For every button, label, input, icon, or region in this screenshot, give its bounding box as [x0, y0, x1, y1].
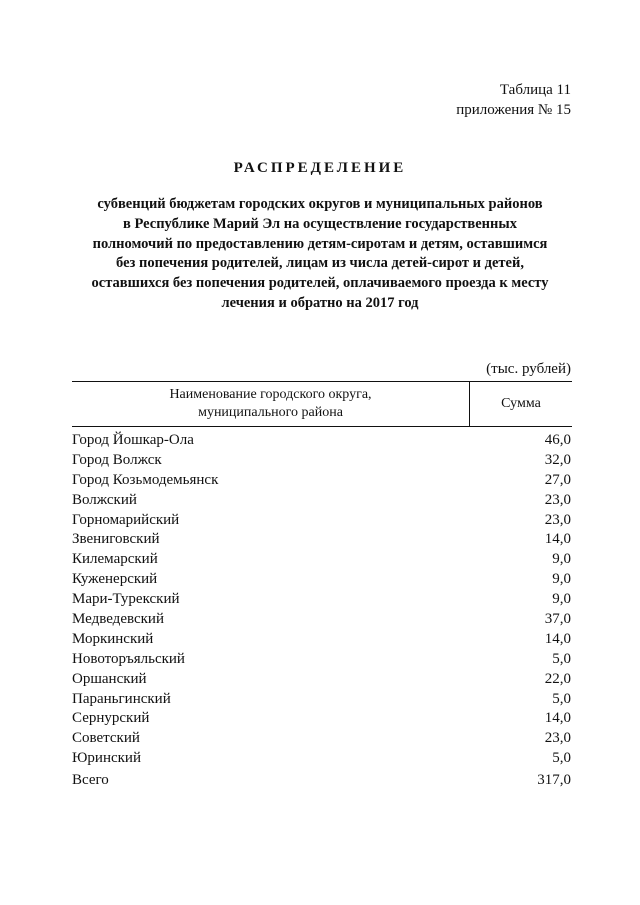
row-name: Советский — [72, 730, 140, 747]
subtitle-line: без попечения родителей, лицам из числа детей-сирот и детей, — [116, 255, 524, 272]
row-name: Город Йошкар-Ола — [72, 432, 194, 448]
table-reference — [456, 80, 571, 120]
row-value: 23,0 — [544, 730, 571, 747]
document-subtitle — [70, 195, 570, 314]
table-body — [72, 431, 572, 791]
subtitle-line: лечения и обратно на 2017 год — [221, 294, 419, 311]
table-row — [72, 570, 572, 590]
row-name: Параньгинский — [72, 690, 171, 707]
table-row — [72, 650, 572, 670]
table-header — [72, 381, 572, 427]
row-name: Моркинский — [72, 630, 154, 647]
table-row — [72, 550, 572, 570]
table-row — [72, 709, 572, 729]
row-name: Юринский — [72, 750, 141, 767]
appendix-number: приложения № 15 — [456, 102, 571, 118]
row-value: 5,0 — [552, 690, 571, 707]
table-number: Таблица 11 — [499, 82, 571, 98]
row-value: 23,0 — [544, 491, 571, 508]
row-value: 9,0 — [552, 571, 571, 588]
table-row — [72, 471, 572, 491]
row-value: 14,0 — [544, 531, 571, 548]
table-row — [72, 451, 572, 471]
row-name: Горномарийский — [72, 511, 180, 528]
table-row — [72, 630, 572, 650]
table-total-row — [72, 771, 572, 791]
unit-note: (тыс. рублей) — [486, 361, 571, 377]
row-value: 14,0 — [544, 710, 571, 727]
row-value: 5,0 — [552, 650, 571, 667]
row-value: 22,0 — [544, 670, 571, 687]
table-row — [72, 749, 572, 769]
row-name: Звениговский — [72, 531, 160, 548]
row-name: Новоторъяльский — [72, 650, 185, 667]
total-label: Всего — [72, 772, 109, 789]
subtitle-line: в Республике Марий Эл на осуществление государственных — [123, 215, 517, 232]
row-value: 9,0 — [552, 551, 571, 568]
table-row — [72, 729, 572, 749]
row-name: Оршанский — [72, 670, 147, 687]
table-row — [72, 590, 572, 610]
table-row — [72, 511, 572, 531]
total-value: 317,0 — [537, 772, 571, 789]
document-title: РАСПРЕДЕЛЕНИЕ — [233, 160, 407, 176]
row-name: Мари-Турекский — [72, 591, 180, 608]
row-value: 14,0 — [544, 630, 571, 647]
column-header-name — [72, 382, 470, 426]
table-row — [72, 530, 572, 550]
subtitle-line: полномочий по предоставлению детям-сиротам и детям, оставшимся — [92, 235, 548, 252]
row-value: 23,0 — [544, 511, 571, 528]
row-name: Город Волжск — [72, 451, 162, 468]
column-header-name-line: муниципального района — [198, 405, 343, 420]
row-name: Килемарский — [72, 551, 158, 568]
row-name: Куженерский — [72, 571, 158, 588]
table-row — [72, 670, 572, 690]
row-value: 5,0 — [552, 750, 571, 767]
table-row — [72, 690, 572, 710]
row-value: 46,0 — [544, 432, 571, 448]
table-row — [72, 610, 572, 630]
table-row — [72, 431, 572, 451]
column-header-name-line: Наименование городского округа, — [169, 387, 372, 402]
row-name: Волжский — [72, 491, 137, 508]
row-value: 32,0 — [544, 451, 571, 468]
row-value: 27,0 — [544, 471, 571, 488]
row-name: Медведевский — [72, 611, 164, 628]
row-value: 37,0 — [544, 611, 571, 628]
table-row — [72, 491, 572, 511]
row-name: Город Козьмодемьянск — [72, 471, 219, 488]
row-value: 9,0 — [552, 591, 571, 608]
column-header-sum: Сумма — [501, 396, 541, 411]
subtitle-line: оставшихся без попечения родителей, оплачиваемого проезда к месту — [91, 275, 549, 292]
distribution-table — [72, 381, 572, 791]
subtitle-line: субвенций бюджетам городских округов и муниципальных районов — [97, 196, 543, 212]
row-name: Сернурский — [72, 710, 150, 727]
